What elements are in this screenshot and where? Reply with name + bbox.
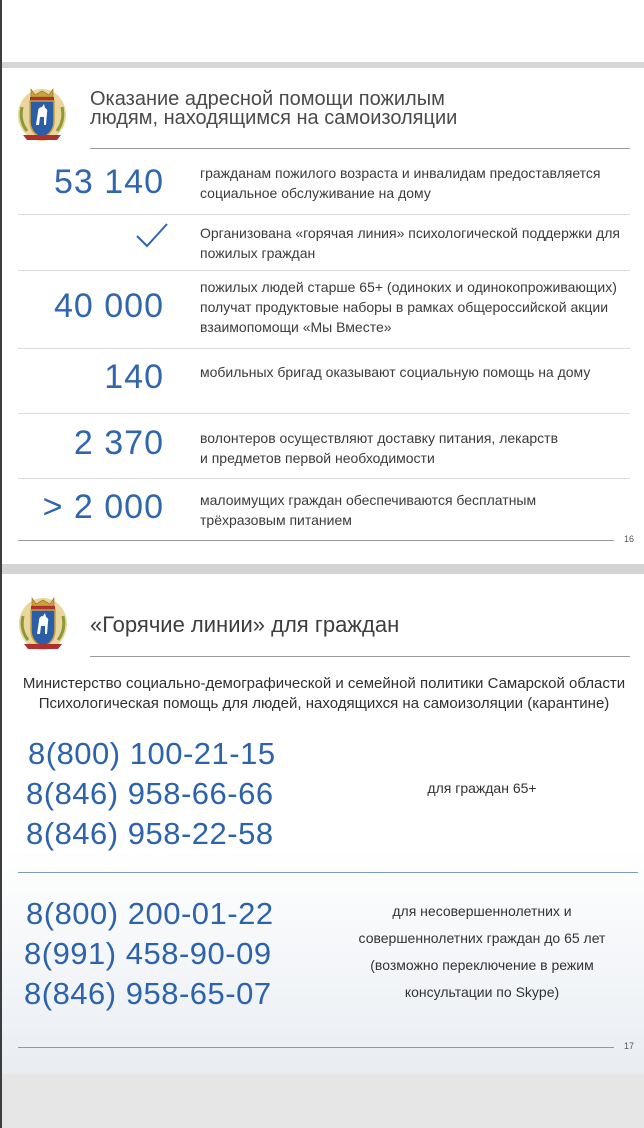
slide-title: Оказание адресной помощи пожилым людям, находящимся на самоизоляции <box>90 88 458 129</box>
ministry-name: Министерство социально-демографической и семейной политики Самарской области <box>22 675 626 692</box>
stat-description: малоимущих граждан обеспечиваются бесплатным трёхразовым питанием <box>200 492 537 528</box>
slide-hotlines <box>2 574 644 1074</box>
stat-description: волонтеров осуществляют доставку питания, лекарств и предметов первой необходимости <box>200 430 559 466</box>
phone-number[interactable]: 8(991) 458-90-09 <box>24 936 272 971</box>
phone-number[interactable]: 8(846) 958-66-66 <box>26 776 274 811</box>
phone-number[interactable]: 8(846) 958-65-07 <box>24 976 272 1011</box>
footer-rule <box>18 540 614 541</box>
stat-row <box>18 349 644 413</box>
stat-value: 40 000 <box>54 287 164 325</box>
stat-value: 2 370 <box>73 424 164 462</box>
samara-region-coat-of-arms-icon <box>18 594 68 652</box>
stat-row <box>18 271 644 348</box>
check-icon <box>134 221 170 249</box>
slide-senior-assistance <box>2 68 644 564</box>
stat-description: пожилых людей старше 65+ (одиноких и одинокопроживающих) получат продуктовые наборы в рамках общероссийской акции взаимопомощи «Мы Вместе» <box>200 279 617 335</box>
group-divider <box>18 872 638 873</box>
audience-note-line: (возможно переключение в режим <box>370 957 594 973</box>
phone-number[interactable]: 8(800) 200-01-22 <box>26 896 274 931</box>
stat-description: гражданам пожилого возраста и инвалидам предоставляется социальное обслуживание на дому <box>200 165 601 201</box>
audience-note-line: консультации по Skype) <box>404 984 560 1000</box>
audience-note-line: совершеннолетних граждан до 65 лет <box>358 930 606 946</box>
title-underline <box>90 656 630 657</box>
previous-slide-remnant <box>2 0 644 62</box>
page-number: 17 <box>624 1041 635 1051</box>
stat-row <box>18 215 644 270</box>
stat-description: Организована «горячая линия» психологической поддержки для пожилых граждан <box>200 225 620 261</box>
stat-value: 140 <box>104 358 164 396</box>
phone-number[interactable]: 8(800) 100-21-15 <box>28 736 276 771</box>
audience-note-line: для несовершеннолетних и <box>392 903 572 919</box>
next-slide-remnant <box>2 1074 644 1128</box>
service-description: Психологическая помощь для людей, находящихся на самоизоляции (карантине) <box>38 695 610 712</box>
ministry-heading <box>6 674 642 714</box>
audience-note: для граждан 65+ <box>427 780 537 796</box>
stat-description: мобильных бригад оказывают социальную помощь на дому <box>200 364 591 380</box>
stat-value: > 2 000 <box>42 488 164 526</box>
stat-value: 53 140 <box>54 163 164 201</box>
samara-region-coat-of-arms-icon <box>17 85 67 143</box>
stat-row <box>18 479 644 537</box>
stat-row <box>18 158 644 214</box>
stat-row <box>18 414 644 478</box>
title-underline <box>90 148 630 149</box>
slide-title: «Горячие линии» для граждан <box>90 612 400 637</box>
footer-rule <box>18 1047 614 1048</box>
audience-note <box>332 898 632 1006</box>
page-number: 16 <box>624 534 635 544</box>
phone-number[interactable]: 8(846) 958-22-58 <box>26 816 274 851</box>
slide-divider <box>2 564 644 574</box>
